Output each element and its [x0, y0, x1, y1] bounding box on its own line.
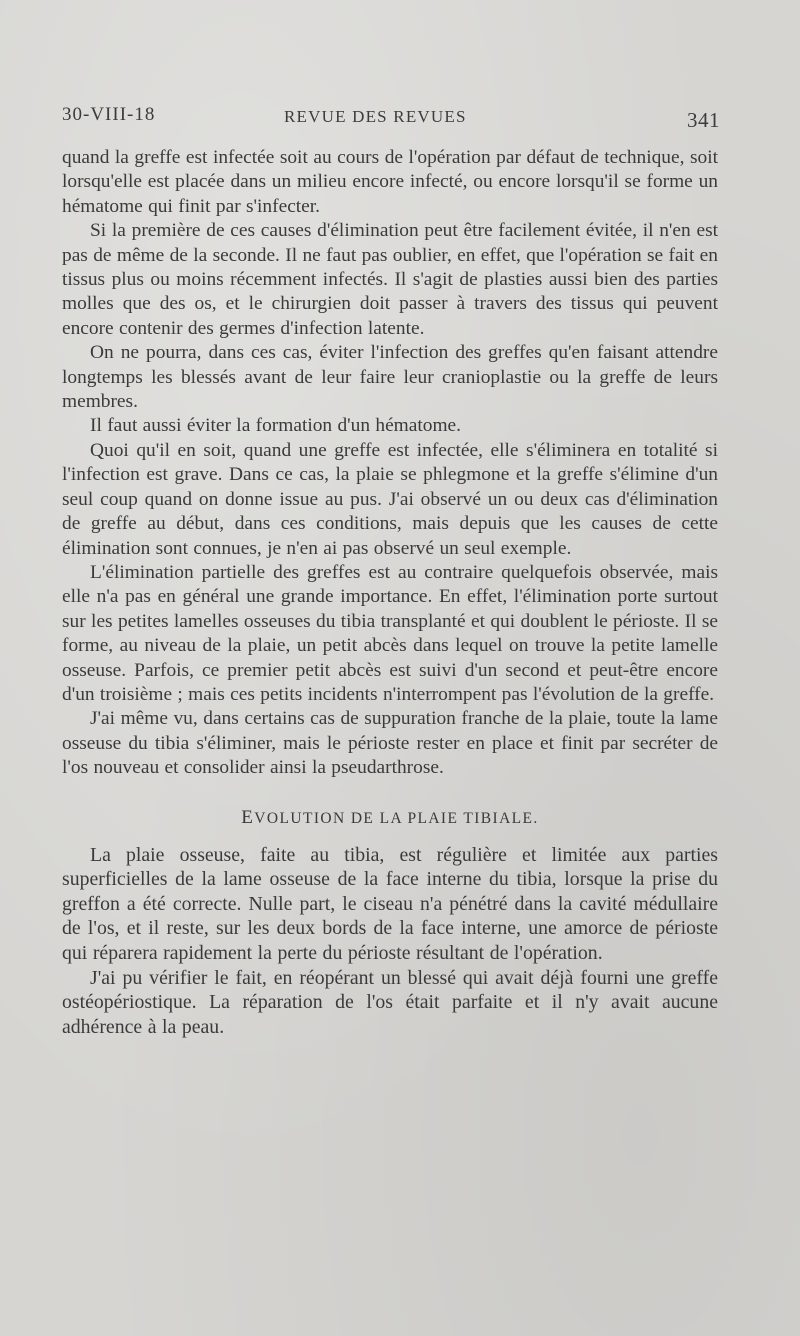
section-heading-text: VOLUTION DE LA PLAIE TIBIALE.	[254, 809, 539, 827]
paragraph: On ne pourra, dans ces cas, éviter l'infection des greffes qu'en faisant attendre longtemps les blessés avant de leur faire leur cranioplastie ou la greffe de leurs membres.	[62, 342, 718, 413]
section-heading	[62, 807, 718, 829]
paragraph: J'ai même vu, dans certains cas de suppuration franche de la plaie, toute la lame osseuse du tibia s'éliminer, mais le périoste rester en place et finit par secréter de l'os nouveau et consolider ainsi la pseudarthrose.	[62, 708, 718, 779]
issue-date: 30-VIII-18	[62, 104, 156, 125]
paragraph: L'élimination partielle des greffes est au contraire quelquefois observée, mais elle n'a pas en général une grande importance. En effet, l'élimination porte surtout sur les petites lamelles osseuses du tibia transplanté et qui doublent le périoste. Il se forme, au niveau de la plaie, un petit abcès dans lequel on trouve la petite lamelle osseuse. Parfois, ce premier petit abcès est suivi d'un second et peut-être encore d'un troisième ; mais ces petits incidents n'interrompent pas l'évolution de la greffe.	[62, 561, 718, 705]
document-page	[62, 104, 718, 1039]
page-number: 341	[687, 108, 720, 132]
paragraph: J'ai pu vérifier le fait, en réopérant un blessé qui avait déjà fourni une greffe ostéopériostique. La réparation de l'os était parfaite et il n'y avait aucune adhérence à la peau.	[62, 966, 718, 1038]
body-text	[62, 146, 718, 781]
section-text	[62, 843, 718, 1040]
paragraph: Il faut aussi éviter la formation d'un hématome.	[90, 415, 461, 437]
paragraph: Si la première de ces causes d'élimination peut être facilement évitée, il n'en est pas de même de la seconde. Il ne faut pas oublier, en effet, que l'opération se fait en tissus plus ou moins récemment infectés. Il s'agit de plasties aussi bien des parties molles que des os, et le chirurgien doit passer à travers des tissus qui peuvent encore contenir des germes d'infection latente.	[62, 220, 718, 339]
paragraph: Quoi qu'il en soit, quand une greffe est infectée, elle s'éliminera en totalité si l'infection est grave. Dans ce cas, la plaie se phlegmone et la greffe s'élimine d'un seul coup quand on donne issue au pus. J'ai observé un ou deux cas d'élimination de greffe au début, dans ces conditions, mais depuis que les causes de cette élimination sont connues, je n'en ai pas observé un seul exemple.	[62, 439, 718, 559]
journal-title: REVUE DES REVUES	[284, 107, 467, 126]
section-heading-initial: E	[241, 806, 255, 828]
paragraph: quand la greffe est infectée soit au cours de l'opération par défaut de technique, soit lorsqu'elle est placée dans un milieu encore infecté, ou encore lorsqu'il se forme un hématome qui finit par s'infecter.	[62, 147, 718, 217]
paragraph: La plaie osseuse, faite au tibia, est régulière et limitée aux parties superficielles de la lame osseuse de la face interne du tibia, lorsque la prise du greffon a été correcte. Nulle part, le ciseau n'a pénétré dans la cavité médullaire de l'os, et il reste, sur les deux bords de la face interne, une amorce de périoste qui réparera rapidement la perte du périoste résultant de l'opération.	[62, 843, 718, 964]
running-head	[62, 104, 718, 134]
